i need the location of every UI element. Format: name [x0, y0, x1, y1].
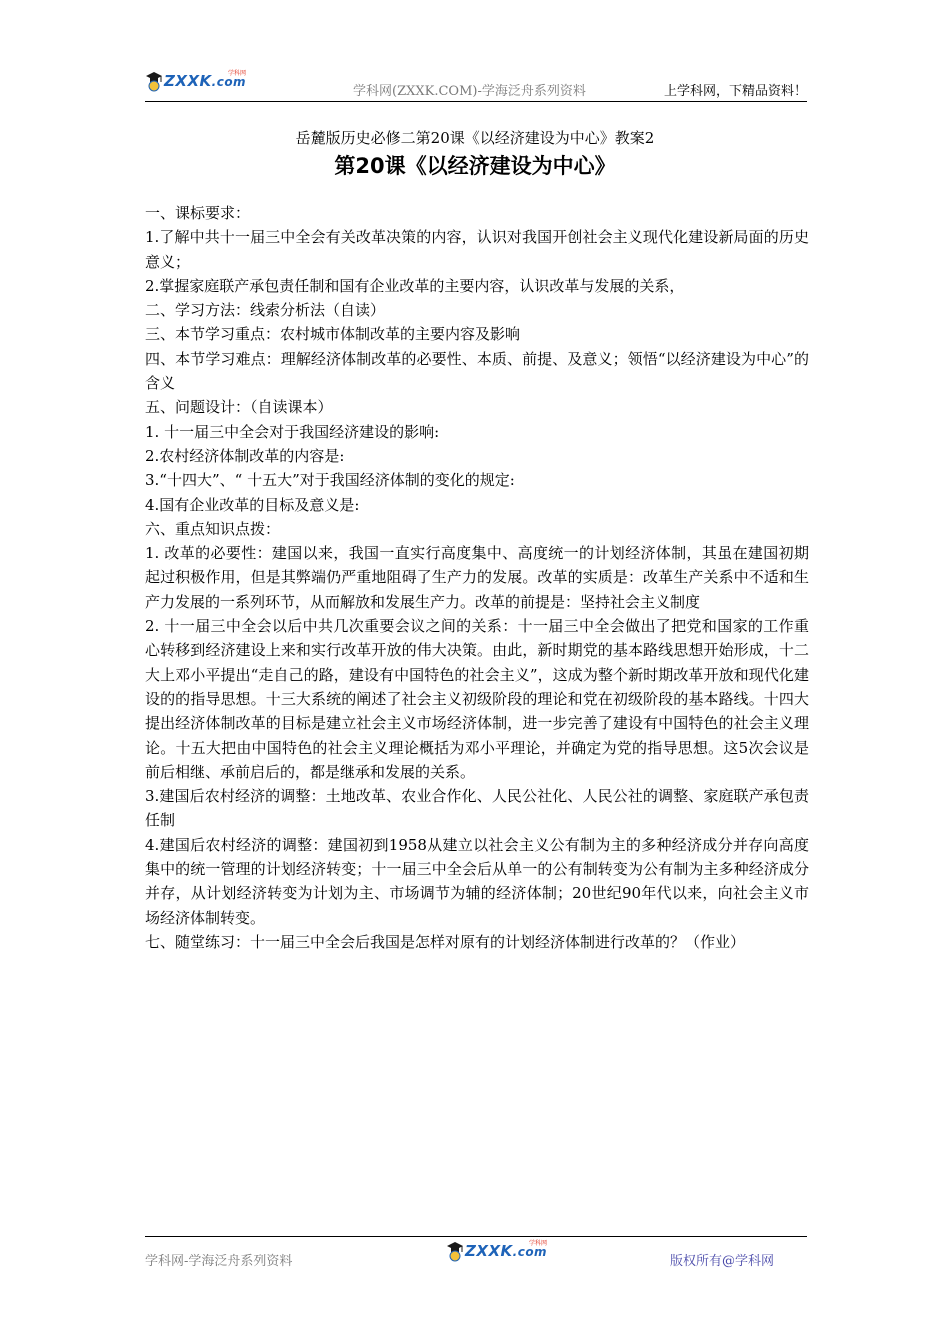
section-heading: 三、本节学习重点：农村城市体制改革的主要内容及影响 — [145, 325, 521, 344]
list-item: 2.农村经济体制改革的内容是: — [145, 446, 345, 465]
list-item: 1. 改革的必要性：建国以来，我国一直实行高度集中、高度统一的计划经济体制，其虽在建国初期起过积极作用，但是其弊端仍严重地阻碍了生产力的发展。改革的实质是：改革生产关系中不适和生产力发展的一系列环节，从而解放和发展生产力。改革的前提是：坚持社会主义制度 — [145, 544, 809, 611]
list-item: 2. 十一届三中全会以后中共几次重要会议之间的关系：十一届三中全会做出了把党和国家的工作重心转移到经济建设上来和实行改革开放的伟大决策。由此，新时期党的基本路线思想开始形成，十二大上邓小平提出“走自己的路，建设有中国特色的社会主义”，这成为整个新时期改革开放和现代化建设的的指导思想。十三大系统的阐述了社会主义初级阶段的理论和党在初级阶段的基本路线。十四大提出经济体制改革的目标是建立社会主义市场经济体制，进一步完善了建设有中国特色的社会主义理论。十五大把由中国特色的社会主义理论概括为邓小平理论，并确定为党的指导思想。这5次会议是前后相继、承前启后的，都是继承和发展的关系。 — [145, 617, 809, 781]
document-subtitle: 岳麓版历史必修二第20课《以经济建设为中心》教案2 — [295, 129, 655, 147]
document-title: 第20课《以经济建设为中心》 — [334, 154, 616, 178]
footer-copyright-link[interactable]: 版权所有@学科网 — [670, 1254, 775, 1269]
list-item: 1. 十一届三中全会对于我国经济建设的影响: — [145, 422, 440, 441]
logo-tag: 学科网 — [228, 70, 247, 77]
logo-tag: 学科网 — [529, 1240, 548, 1247]
page-header — [145, 68, 807, 102]
graduation-cap-icon — [145, 70, 163, 92]
list-item: 4.建国后农村经济的调整：建国初到1958从建立以社会主义公有制为主的多种经济成分并存向高度集中的统一管理的计划经济转变；十一届三中全会后从单一的公有制转变为公有制为主多种经济成分并存，从计划经济转变为计划为主、市场调节为辅的经济体制；20世纪90年代以来，向社会主义市场经济体制转变。 — [145, 835, 809, 927]
section-heading: 五、问题设计：（自读课本） — [145, 398, 333, 417]
graduation-cap-icon — [446, 1240, 464, 1262]
footer-divider — [145, 1236, 807, 1237]
footer-zxxk-logo[interactable] — [446, 1240, 547, 1262]
header-divider — [145, 101, 807, 102]
section-heading: 一、课标要求： — [145, 204, 251, 222]
header-site-name: 学科网(ZXXK.COM)-学海泛舟系列资料 — [353, 84, 586, 99]
list-item: 1.了解中共十一届三中全会有关改革决策的内容，认识对我国开创社会主义现代化建设新局面的历史意义； — [145, 228, 809, 271]
document-body — [145, 201, 809, 954]
section-heading: 二、学习方法：线索分析法（自读） — [145, 301, 386, 320]
section-heading: 六、重点知识点拨： — [145, 519, 281, 538]
section-heading: 七、随堂练习：十一届三中全会后我国是怎样对原有的计划经济体制进行改革的？（作业） — [145, 932, 746, 951]
logo-wordmark: ZXXK.com — [465, 1242, 548, 1260]
list-item: 3.建国后农村经济的调整：土地改革、农业合作化、人民公社化、人民公社的调整、家庭联产承包责任制 — [145, 787, 809, 830]
zxxk-logo[interactable] — [145, 70, 246, 92]
list-item: 4.国有企业改革的目标及意义是: — [145, 495, 360, 514]
section-heading: 四、本节学习难点：理解经济体制改革的必要性、本质、前提、及意义；领悟“以经济建设为中心”的含义 — [145, 349, 809, 393]
footer-site-name: 学科网-学海泛舟系列资料 — [145, 1254, 293, 1269]
logo-wordmark: ZXXK.com — [164, 72, 247, 90]
list-item: 3.“十四大”、“ 十五大”对于我国经济体制的变化的规定: — [145, 471, 515, 490]
list-item: 2.掌握家庭联产承包责任制和国有企业改革的主要内容，认识改革与发展的关系， — [145, 276, 685, 295]
header-slogan: 上学科网，下精品资料！ — [663, 84, 807, 99]
